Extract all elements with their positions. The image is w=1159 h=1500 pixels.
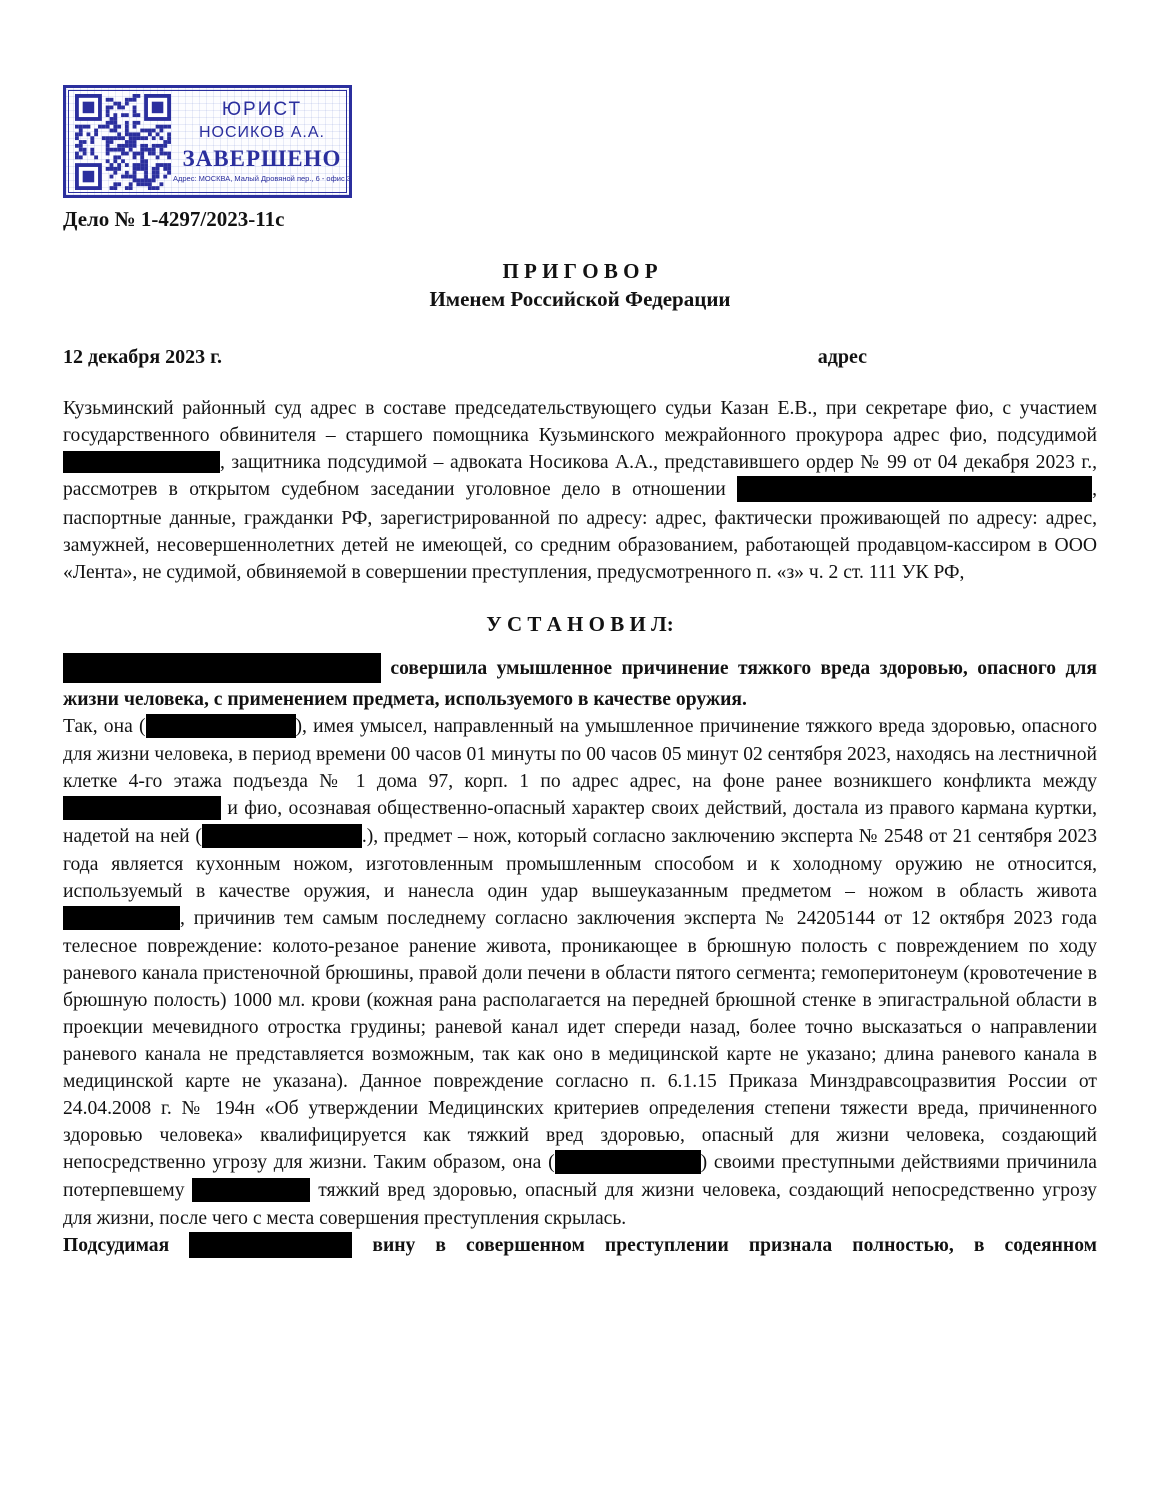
intro-paragraphs bbox=[63, 395, 1097, 586]
stamp-frame bbox=[68, 90, 351, 193]
document-place: адрес bbox=[817, 346, 867, 368]
text-segment: совершила умышленное причинение тяжкого вреда здоровью, опасного для жизни человека, с применением предмета, используемого в качестве оружия. bbox=[63, 658, 1097, 710]
paragraph bbox=[63, 1232, 1097, 1261]
paragraph bbox=[63, 395, 1097, 586]
text-segment: Кузьминский районный суд адрес в составе председательствующего судьи Казан Е.В., при секретаре фио, с участием государственного обвинителя – старшего помощника Кузьминского межрайонного прокурора адрес фио, подсудимой bbox=[63, 398, 1097, 446]
redaction-box bbox=[63, 906, 180, 930]
text-segment: , защитника подсудимой – адвоката Носикова А.А., представившего ордер № 99 от 04 декабря 2023 г., рассмотрев в открытом судебном заседании уголовное дело в отношении bbox=[63, 452, 1097, 500]
text-segment: ) своими преступными действиями причинила потерпевшему bbox=[63, 1152, 1097, 1201]
qr-code-icon bbox=[75, 94, 171, 190]
text-segment: Так, она ( bbox=[63, 716, 146, 737]
text-segment: тяжкий вред здоровью, опасный для жизни человека, создающий непосредственно угрозу для жизни, после чего с места совершения преступления скрылась. bbox=[63, 1180, 1097, 1229]
redaction-box bbox=[146, 714, 296, 738]
text-segment: Подсудимая bbox=[63, 1235, 190, 1256]
document-title: П Р И Г О В О Р bbox=[502, 259, 658, 283]
date-place-row bbox=[63, 346, 1097, 369]
redaction-box bbox=[555, 1150, 701, 1174]
stamp-text-block bbox=[173, 91, 355, 192]
stamp-title: ЮРИСТ bbox=[221, 99, 303, 121]
section-heading-ustanovil: У С Т А Н О В И Л: bbox=[486, 612, 674, 636]
text-segment: ), имея умысел, направленный на умышленное причинение тяжкого вреда здоровью, опасного для жизни человека, в период времени 00 часов 01 минуты по 00 часов 05 минут 02 сентября 2023, находясь на лестничной клетке 4-го этажа подъезда № 1 дома 97, корп. 1 по адрес адрес, на фоне ранее возникшего конфликта между bbox=[63, 716, 1097, 792]
redaction-box bbox=[63, 451, 220, 473]
redaction-box bbox=[192, 1178, 310, 1202]
text-segment: и фио, осознавая общественно-опасный характер своих действий, достала из правого кармана куртки, надетой на ней ( bbox=[63, 798, 1097, 847]
stamp-status: ЗАВЕРШЕНО bbox=[182, 145, 342, 171]
text-segment: вину в совершенном преступлении признала полностью, в содеянном bbox=[352, 1235, 1097, 1256]
document-date: 12 декабря 2023 г. bbox=[63, 346, 222, 368]
text-segment: .), предмет – нож, который согласно заключению эксперта № 2548 от 21 сентября 2023 года является кухонным ножом, изготовленным промышленным способом и к холодному оружию не относится, используемый в качестве оружия, и нанесла один удар вышеуказанным предметом – ножом в область живота bbox=[63, 826, 1097, 902]
case-number: Дело № 1-4297/2023-11с bbox=[63, 207, 285, 231]
body-paragraphs bbox=[63, 653, 1097, 1261]
redaction-box bbox=[63, 796, 221, 820]
paragraph bbox=[63, 713, 1097, 1232]
redaction-box bbox=[189, 1232, 352, 1258]
lawyer-stamp bbox=[63, 85, 352, 198]
redaction-box bbox=[63, 653, 381, 683]
stamp-address: Адрес: МОСКВА, Малый Дровяной пер., 6 - офис 3 bbox=[173, 174, 351, 184]
stamp-name: НОСИКОВ А.А. bbox=[198, 123, 325, 141]
text-segment: , паспортные данные, гражданки РФ, зарегистрированной по адресу: адрес, фактически проживающей по адресу: адрес, замужней, несовершеннолетних детей не имеющей, со средним образованием, работающей продавцом-кассиром в ООО «Лента», не судимой, обвиняемой в совершении преступления, предусмотренного п. «з» ч. 2 ст. 111 УК РФ, bbox=[63, 479, 1097, 583]
redaction-box bbox=[737, 476, 1092, 502]
redaction-box bbox=[202, 824, 362, 848]
paragraph bbox=[63, 653, 1097, 713]
text-segment: , причинив тем самым последнему согласно заключения эксперта № 24205144 от 12 октября 2023 года телесное повреждение: колото-резаное ранение живота, проникающее в брюшную полость с повреждением по ходу раневого канала пристеночной брюшины, правой доли печени в области пятого сегмента; гемоперитонеум (кровотечение в брюшную полость) 1000 мл. крови (кожная рана располагается на передней брюшной стенке в эпигастральной области в проекции мечевидного отростка грудины; раневой канал идет спереди назад, более точно высказаться о направлении раневого канала не представляется возможным, так как оно в медицинской карте не указано; длина раневого канала в медицинской карте не указана). Данное повреждение согласно п. 6.1.15 Приказа Минздравсоцразвития России от 24.04.2008 г. № 194н «Об утверждении Медицинских критериев определения степени тяжести вреда, причиненного здоровью человека» квалифицируется как тяжкий вред здоровью, опасный для жизни человека, создающий непосредственно угрозу для жизни. Таким образом, она ( bbox=[63, 908, 1097, 1173]
document-subtitle: Именем Российской Федерации bbox=[429, 287, 731, 311]
